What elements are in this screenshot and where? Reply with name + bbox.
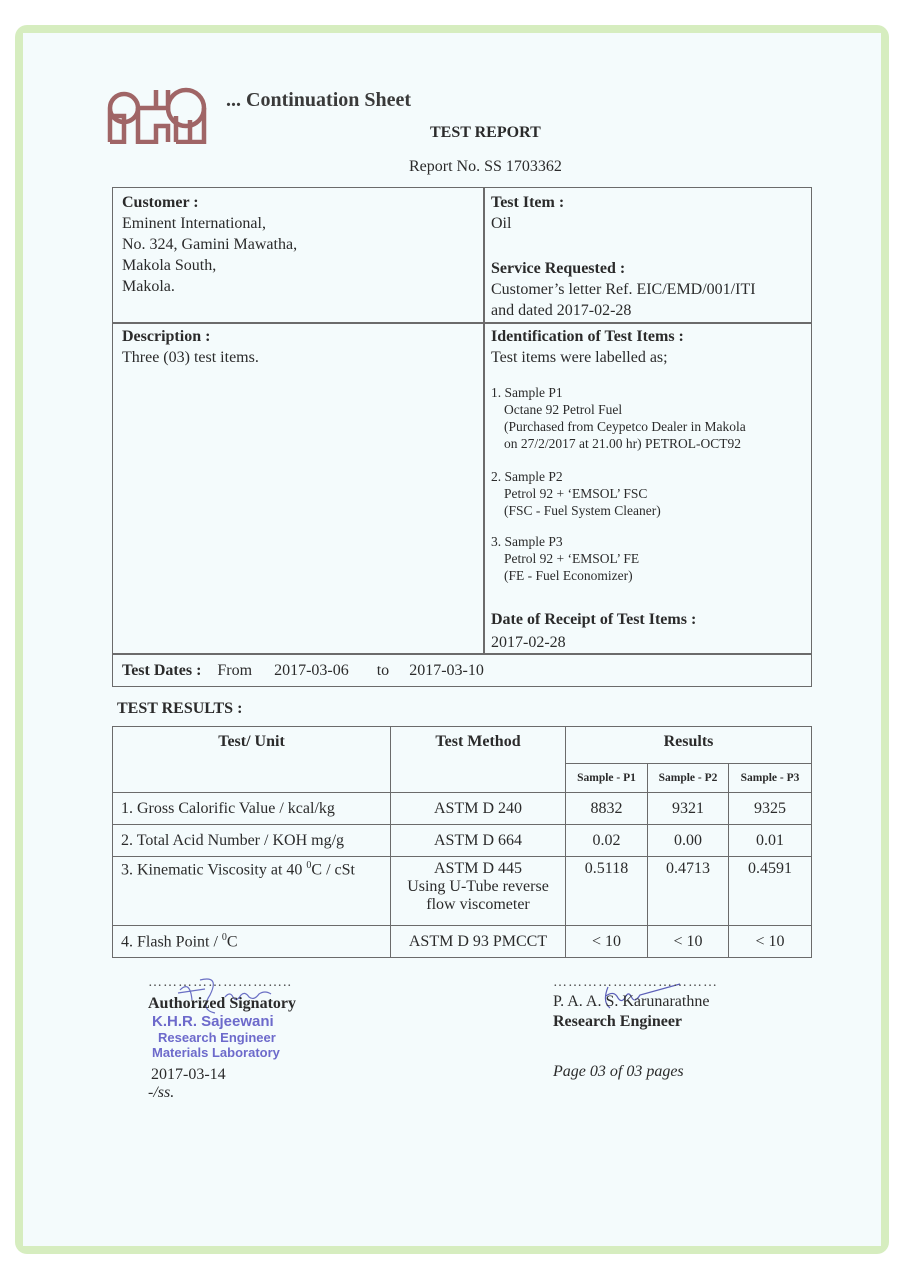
table-row [113, 825, 812, 857]
sample-title: 1. Sample P1 [491, 385, 563, 400]
identification-section [491, 326, 684, 368]
test-method: ASTM D 664 [391, 825, 566, 857]
table-row [113, 857, 812, 926]
header-test-method: Test Method [391, 727, 566, 793]
continuation-title: ... Continuation Sheet [226, 89, 412, 111]
description-value: Three (03) test items. [122, 349, 259, 366]
sample-line: on 27/2/2017 at 21.00 hr) PETROL-OCT92 [504, 436, 741, 451]
test-dates-row [122, 660, 484, 681]
value-p1: 8832 [566, 793, 648, 825]
sample-line: Petrol 92 + ‘EMSOL’ FSC [504, 486, 648, 501]
service-requested-line: Customer’s letter Ref. EIC/EMD/001/ITI [491, 281, 756, 298]
value-p3: 9325 [729, 793, 812, 825]
test-name [113, 857, 391, 926]
test-name: 2. Total Acid Number / KOH mg/g [113, 825, 391, 857]
initials: -/ss. [148, 1084, 175, 1101]
value-p3: 0.01 [729, 825, 812, 857]
report-info-box [112, 187, 812, 687]
report-title: TEST REPORT [430, 124, 541, 141]
method-line: ASTM D 445 [433, 860, 522, 877]
test-unit-text: C [226, 933, 238, 951]
signatory-name: P. A. A. S. Karunarathne [553, 993, 710, 1010]
header-sample-p2: Sample - P2 [648, 764, 729, 793]
sample-line: Octane 92 Petrol Fuel [504, 402, 623, 417]
header-sample-p1: Sample - P1 [566, 764, 648, 793]
test-name [113, 926, 391, 958]
description-label: Description : [122, 328, 211, 345]
table-row [113, 926, 812, 958]
test-method: ASTM D 240 [391, 793, 566, 825]
service-requested-label: Service Requested : [491, 260, 626, 277]
value-p1: 0.5118 [566, 857, 648, 926]
test-name: 1. Gross Calorific Value / kcal/kg [113, 793, 391, 825]
test-name-text: 3. Kinematic Viscosity at 40 [121, 861, 307, 879]
receipt-value: 2017-02-28 [491, 634, 566, 651]
degree-sup: 0 [306, 860, 312, 871]
sample-line: (FSC - Fuel System Cleaner) [504, 503, 661, 518]
test-method [391, 857, 566, 926]
value-p3: < 10 [729, 926, 812, 958]
signatory-role: Research Engineer [553, 1013, 683, 1030]
customer-label: Customer : [122, 194, 199, 211]
sample-p1 [491, 384, 746, 452]
customer-line: Makola. [122, 278, 175, 295]
receipt-label: Date of Receipt of Test Items : [491, 611, 697, 628]
method-line: Using U-Tube reverse [407, 878, 549, 895]
sample-p2 [491, 468, 661, 519]
divider [483, 188, 485, 653]
test-unit-text: C / cSt [311, 861, 355, 879]
value-p2: 0.00 [648, 825, 729, 857]
customer-section [122, 192, 297, 297]
sample-line: (FE - Fuel Economizer) [504, 568, 633, 583]
test-item-section [491, 192, 564, 234]
receipt-section [491, 608, 696, 654]
test-item-value: Oil [491, 215, 512, 232]
report-number: Report No. SS 1703362 [409, 158, 562, 175]
signed-date: 2017-03-14 [151, 1066, 226, 1083]
stamp-name: K.H.R. Sajeewani [152, 1013, 274, 1030]
page-info: Page 03 of 03 pages [553, 1063, 684, 1080]
value-p1: 0.02 [566, 825, 648, 857]
customer-line: Makola South, [122, 257, 217, 274]
divider [113, 653, 811, 655]
to-label: to [376, 662, 390, 679]
identification-intro: Test items were labelled as; [491, 349, 668, 366]
description-section [122, 326, 259, 368]
identification-label: Identification of Test Items : [491, 328, 684, 345]
header-sample-p3: Sample - P3 [729, 764, 812, 793]
sample-title: 2. Sample P2 [491, 469, 563, 484]
value-p2: < 10 [648, 926, 729, 958]
value-p1: < 10 [566, 926, 648, 958]
header-test-unit: Test/ Unit [113, 727, 391, 793]
service-requested-section [491, 258, 756, 321]
value-p3: 0.4591 [729, 857, 812, 926]
header-results: Results [566, 727, 812, 764]
test-name-text: 4. Flash Point / [121, 933, 222, 951]
signature-line: …………………………… [553, 975, 718, 990]
test-item-label: Test Item : [491, 194, 565, 211]
from-label: From [217, 662, 253, 679]
sample-line: Petrol 92 + ‘EMSOL’ FE [504, 551, 640, 566]
right-signatory [553, 975, 718, 1081]
degree-sup: 0 [221, 931, 227, 943]
test-method: ASTM D 93 PMCCT [391, 926, 566, 958]
customer-line: No. 324, Gamini Mawatha, [122, 236, 298, 253]
value-p2: 9321 [648, 793, 729, 825]
method-line: flow viscometer [426, 896, 530, 913]
sample-title: 3. Sample P3 [491, 534, 563, 549]
test-results-label: TEST RESULTS : [117, 700, 243, 717]
authorized-signatory-label: Authorized Signatory [148, 995, 296, 1012]
institute-logo-icon [106, 86, 208, 144]
customer-line: Eminent International, [122, 215, 266, 232]
signature-line: ……………………….. [148, 975, 292, 990]
value-p2: 0.4713 [648, 857, 729, 926]
results-table [112, 726, 812, 958]
sample-p3 [491, 533, 639, 584]
stamp-role: Research Engineer [158, 1030, 276, 1045]
to-date: 2017-03-10 [409, 662, 484, 679]
left-signatory [148, 975, 296, 1102]
from-date: 2017-03-06 [274, 662, 349, 679]
service-requested-line: and dated 2017-02-28 [491, 302, 632, 319]
divider [113, 322, 811, 324]
table-row [113, 793, 812, 825]
test-dates-label: Test Dates : [122, 662, 202, 679]
stamp-department: Materials Laboratory [152, 1045, 280, 1060]
sample-line: (Purchased from Ceypetco Dealer in Makola [504, 419, 746, 434]
